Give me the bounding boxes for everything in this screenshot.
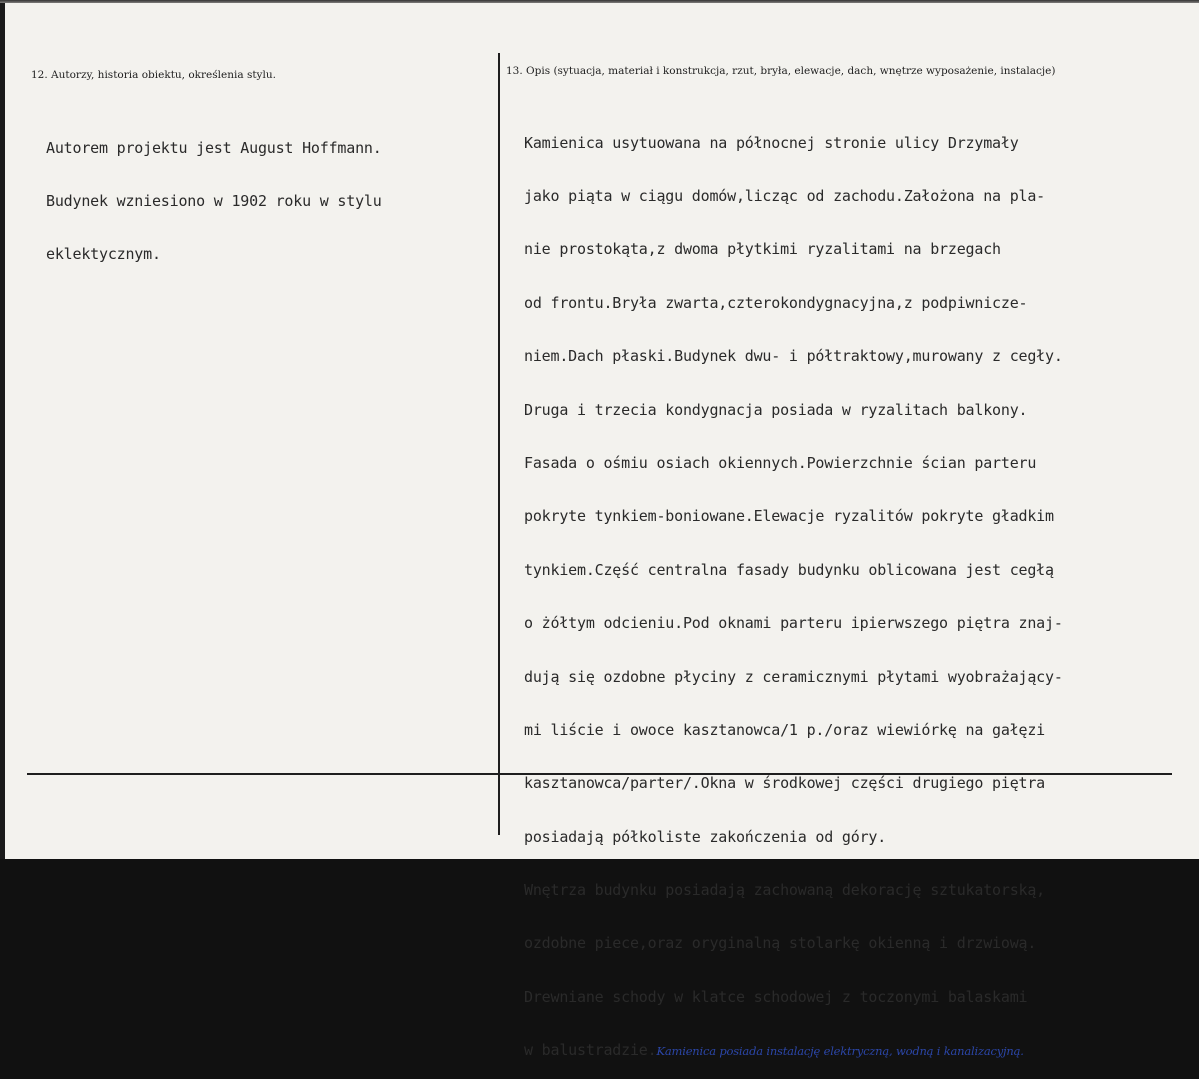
text-line: Druga i trzecia kondygnacja posiada w ryzalitach balkony. xyxy=(524,400,1028,419)
text-line: od frontu.Bryła zwarta,czterokondygnacyjna,z podpiwnicze- xyxy=(524,293,1028,312)
text-line: dują się ozdobne płyciny z ceramicznymi płytami wyobrażający- xyxy=(524,667,1063,686)
text-line: nie prostokąta,z dwoma płytkimi ryzalitami na brzegach xyxy=(524,240,1001,259)
text-line: Kamienica usytuowana na północnej stronie ulicy Drzymały xyxy=(524,133,1019,152)
text-line: Fasada o ośmiu osiach okiennych.Powierzchnie ścian parteru xyxy=(524,453,1037,472)
text-line-final xyxy=(524,1042,1063,1061)
text-line: Autorem projektu jest August Hoffmann. xyxy=(46,138,382,157)
typed-fragment: w balustradzie. xyxy=(524,1041,657,1060)
column-divider xyxy=(498,53,500,835)
text-line: ozdobne piece,oraz oryginalną stolarkę okienną i drzwiową. xyxy=(524,934,1037,953)
text-line: posiadają półkoliste zakończenia od góry. xyxy=(524,827,887,846)
text-line: o żółtym odcieniu.Pod oknami parteru ipierwszego piętra znaj- xyxy=(524,614,1063,633)
text-line: pokryte tynkiem-boniowane.Elewacje ryzalitów pokryte gładkim xyxy=(524,507,1054,526)
text-line: jako piąta w ciągu domów,licząc od zachodu.Założona na pla- xyxy=(524,186,1046,205)
text-line: eklektycznym. xyxy=(46,245,161,264)
text-line: Budynek wzniesiono w 1902 roku w stylu xyxy=(46,191,382,210)
section-13-heading: 13. Opis (sytuacja, materiał i konstrukcja, rzut, bryła, elewacje, dach, wnętrze wyposażenie, instalacje) xyxy=(506,65,1056,77)
text-line: mi liście i owoce kasztanowca/1 p./oraz wiewiórkę na gałęzi xyxy=(524,720,1046,739)
text-line: Drewniane schody w klatce schodowej z toczonymi balaskami xyxy=(524,987,1028,1006)
handwritten-note: Kamienica posiada instalację elektryczną, wodną i kanalizacyjną. xyxy=(656,1044,1024,1059)
text-line: kasztanowca/parter/.Okna w środkowej części drugiego piętra xyxy=(524,774,1046,793)
section-12-text xyxy=(46,104,382,282)
section-13-text xyxy=(524,99,1063,1079)
text-line: tynkiem.Część centralna fasady budynku oblicowana jest cegłą xyxy=(524,560,1054,579)
text-line: Wnętrza budynku posiadają zachowaną dekorację sztukatorską, xyxy=(524,881,1046,900)
text-line: niem.Dach płaski.Budynek dwu- i półtraktowy,murowany z cegły. xyxy=(524,347,1063,366)
section-12-heading: 12. Autorzy, historia obiektu, określenia stylu. xyxy=(31,69,276,81)
